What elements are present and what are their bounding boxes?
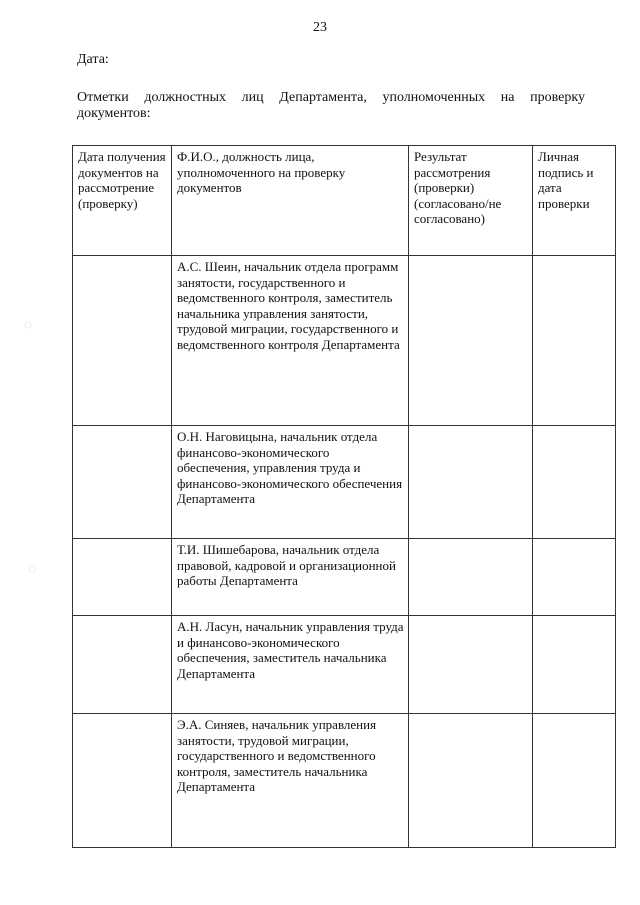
signature-cell[interactable] (533, 426, 616, 539)
intro-text: Отметки должностных лиц Департамента, уполномоченных на проверку документов: (77, 90, 585, 121)
date-label: Дата: (77, 52, 109, 67)
result-cell[interactable] (409, 714, 533, 848)
official-cell: А.С. Шеин, начальник отдела программ занятости, государственного и ведомственного контроля, заместитель начальника управления занятости, трудовой миграции, государственного и ведомственного контроля Департамента (172, 256, 409, 426)
date-cell[interactable] (73, 714, 172, 848)
result-cell[interactable] (409, 539, 533, 616)
official-cell: Т.И. Шишебарова, начальник отдела правовой, кадровой и организационной работы Департамента (172, 539, 409, 616)
official-cell: А.Н. Ласун, начальник управления труда и финансово-экономического обеспечения, заместитель начальника Департамента (172, 616, 409, 714)
table-row (73, 714, 616, 848)
date-cell[interactable] (73, 256, 172, 426)
margin-mark: ◌ (24, 318, 33, 333)
official-cell: Э.А. Синяев, начальник управления занятости, трудовой миграции, государственного и ведомственного контроля, заместитель начальника Департамента (172, 714, 409, 848)
signature-cell[interactable] (533, 539, 616, 616)
header-official: Ф.И.О., должность лица, уполномоченного на проверку документов (172, 146, 409, 256)
header-date-received: Дата получения документов на рассмотрение (проверку) (73, 146, 172, 256)
table-header-row (73, 146, 616, 256)
official-cell: О.Н. Наговицына, начальник отдела финансово-экономического обеспечения, управления труда и финансово-экономического обеспечения Департамента (172, 426, 409, 539)
date-cell[interactable] (73, 539, 172, 616)
header-review-result: Результат рассмотрения (проверки) (согласовано/не согласовано) (409, 146, 533, 256)
date-cell[interactable] (73, 426, 172, 539)
header-signature: Личная подпись и дата проверки (533, 146, 616, 256)
result-cell[interactable] (409, 616, 533, 714)
date-cell[interactable] (73, 616, 172, 714)
signature-cell[interactable] (533, 256, 616, 426)
table-row (73, 539, 616, 616)
result-cell[interactable] (409, 256, 533, 426)
margin-mark: ◌ (28, 562, 37, 577)
signature-cell[interactable] (533, 714, 616, 848)
result-cell[interactable] (409, 426, 533, 539)
approval-table (72, 145, 616, 848)
table-row (73, 256, 616, 426)
signature-cell[interactable] (533, 616, 616, 714)
table-row (73, 616, 616, 714)
page-number: 23 (313, 20, 327, 35)
table-row (73, 426, 616, 539)
